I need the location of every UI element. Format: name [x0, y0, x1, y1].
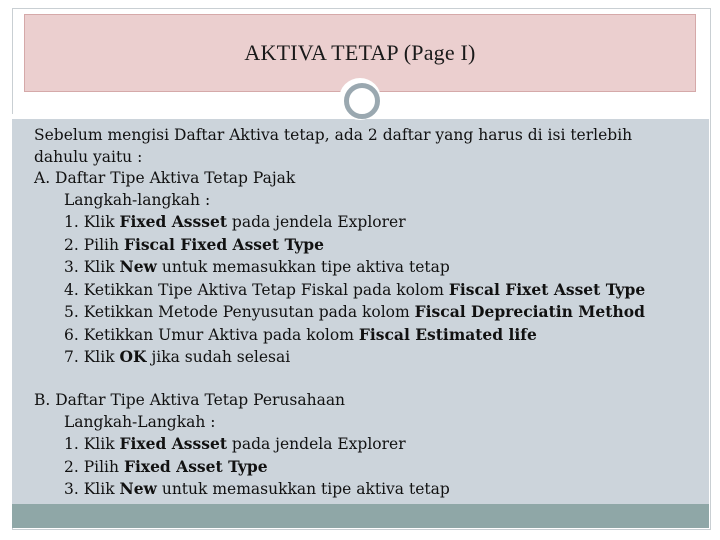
step-text: 3. Klik — [64, 258, 120, 276]
section-a-subheading: Langkah-langkah : — [64, 190, 211, 209]
step-keyword: Fixed Assset — [119, 434, 227, 453]
section-b-step-2 — [34, 456, 694, 479]
step-keyword: Fiscal Depreciatin Method — [414, 302, 645, 321]
section-a-step-3 — [34, 256, 694, 279]
section-a-steps — [34, 211, 694, 369]
step-keyword: New — [119, 257, 157, 276]
section-a-step-6 — [34, 324, 694, 347]
section-a-step-4 — [34, 279, 694, 302]
step-text: 1. Klik — [64, 213, 120, 231]
step-text-end: untuk memasukkan tipe aktiva tetap — [156, 480, 450, 498]
step-text: 1. Klik — [64, 435, 120, 453]
step-keyword: Fiscal Fixet Asset Type — [448, 279, 646, 299]
step-text: 3. Klik — [64, 480, 120, 498]
body-text — [34, 125, 694, 501]
step-text: 5. Ketikkan Metode Penyusutan pada kolom — [64, 303, 415, 321]
section-b-step-3 — [34, 478, 694, 501]
section-b-subheading: Langkah-Langkah : — [64, 412, 216, 431]
intro-line: Sebelum mengisi Daftar Aktiva tetap, ada 2 daftar yang harus di isi terlebih — [34, 126, 633, 144]
step-keyword: New — [119, 479, 157, 498]
step-text-end: pada jendela Explorer — [227, 435, 406, 453]
step-text: 6. Ketikkan Umur Aktiva pada kolom — [64, 325, 359, 344]
step-text-end: jika sudah selesai — [146, 348, 291, 366]
step-keyword: OK — [119, 347, 147, 366]
section-b-steps — [34, 433, 694, 501]
section-a-heading: A. Daftar Tipe Aktiva Tetap Pajak — [34, 169, 296, 187]
step-text: 7. Klik — [64, 348, 120, 366]
step-keyword: Fixed Assset — [119, 212, 227, 231]
section-a-step-7 — [34, 346, 694, 369]
intro-line-2: dahulu yaitu : — [34, 147, 143, 166]
step-keyword: Fiscal Estimated life — [358, 324, 537, 344]
step-text-end: untuk memasukkan tipe aktiva tetap — [156, 258, 450, 276]
step-text: 2. Pilih — [64, 235, 124, 254]
step-text: 4. Ketikkan Tipe Aktiva Tetap Fiskal pada kolom — [64, 280, 449, 299]
section-a-step-5 — [34, 301, 694, 324]
footer-bar — [12, 504, 709, 528]
section-b-heading: B. Daftar Tipe Aktiva Tetap Perusahaan — [34, 391, 346, 409]
section-a-step-2 — [34, 234, 694, 257]
step-text-end: pada jendela Explorer — [227, 213, 406, 231]
ring-icon — [344, 83, 380, 119]
page-title: AKTIVA TETAP (Page I) — [244, 40, 476, 65]
section-a-step-1 — [34, 211, 694, 234]
step-text: 2. Pilih — [64, 457, 124, 476]
section-b-step-1 — [34, 433, 694, 456]
step-keyword: Fixed Asset Type — [123, 456, 268, 476]
step-keyword: Fiscal Fixed Asset Type — [123, 234, 324, 254]
